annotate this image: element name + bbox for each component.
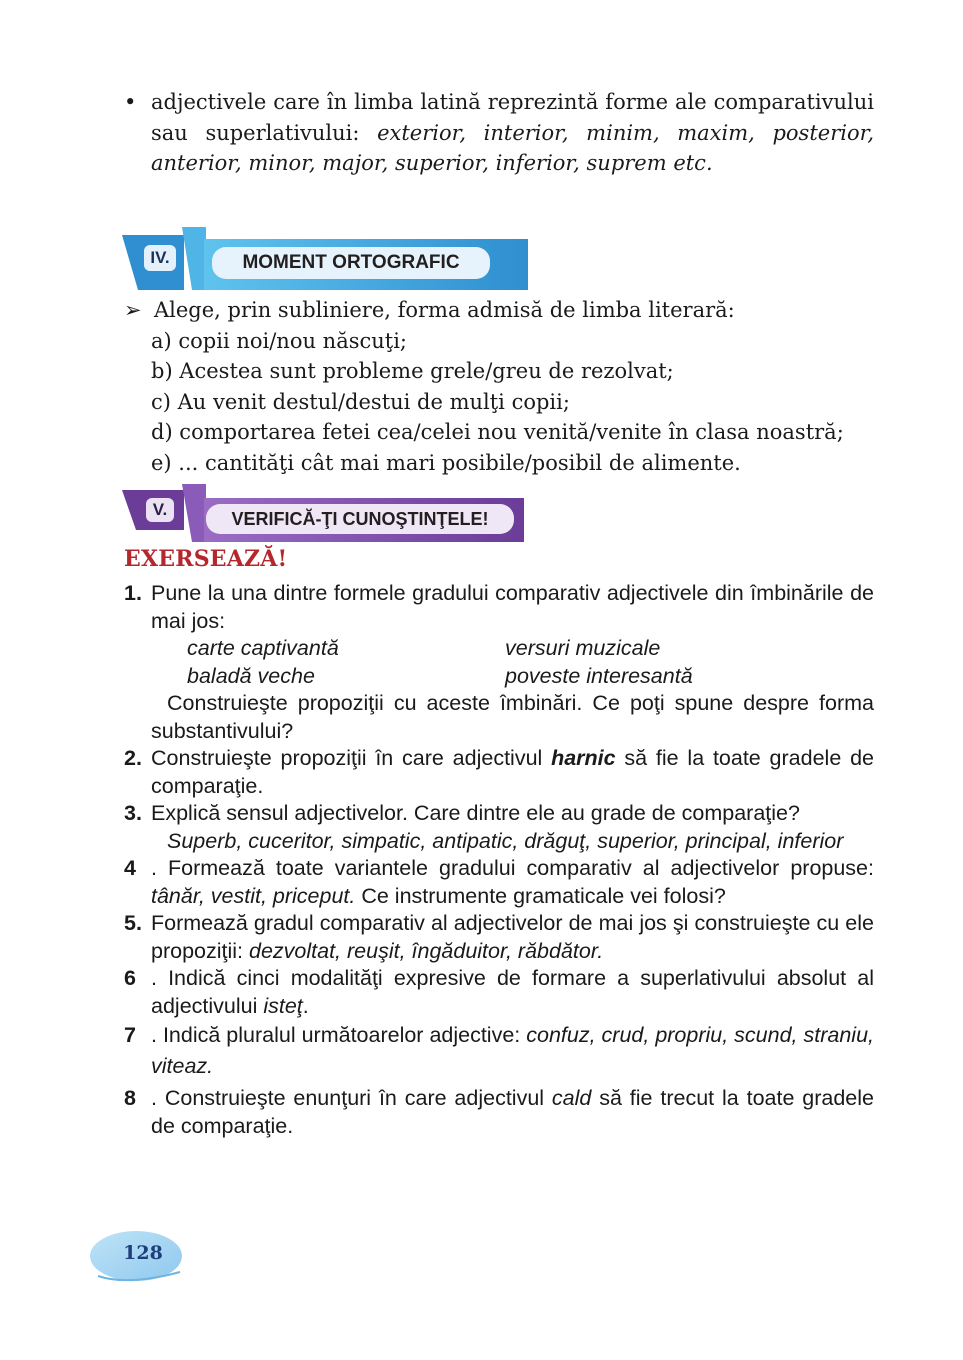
exercise-heading: EXERSEAZĂ! [124,546,288,572]
bullet-paragraph [124,87,874,179]
list-item: d) comportarea fetei cea/celei nou venită/venite în clasa noastră; [151,420,844,444]
ortho-prompt-text: Alege, prin subliniere, forma admisă de limba literară: [154,298,735,322]
page-number: 128 [123,1242,163,1264]
ortho-exercise [124,295,884,478]
phrase: carte captivantă [187,636,339,660]
exercise-words: isteţ [263,993,303,1018]
exercise-text: să fie trecut la toate gradele de comparaţie. [151,1086,874,1138]
exercise-text: . [302,993,309,1018]
exercise-text: . Construieşte enunţuri în care adjectivul [151,1086,552,1110]
section-title: MOMENT ORTOGRAFIC [212,247,490,279]
exercise-5 [124,910,874,965]
exercise-keyword: harnic [551,746,616,770]
section-number: IV. [144,245,176,271]
exercise-text: Explică sensul adjectivelor. Care dintre ele au grade de comparaţie? [151,801,800,825]
exercise-text: Formează gradul comparativ al adjectivelor de mai jos şi construieşte cu ele propoziţii: [151,911,874,963]
phrase: baladă veche [187,663,315,688]
exercise-text: . Indică cinci modalităţi expresive de formare a superlativului absolut al adjectivului [151,966,874,1018]
bullet-dot: • [124,90,137,114]
exercise-words: Superb, cuceritor, simpatic, antipatic, drăguţ, superior, principal, inferior [167,828,844,853]
exercise-number: 1. [124,581,142,605]
exercise-words: tânăr, vestit, priceput. [151,883,356,908]
exercise-1 [124,580,874,745]
exercise-number: 2. [124,746,142,770]
section-number: V. [146,498,174,522]
arrow-bullet-icon: ➢ [124,298,142,322]
exercise-number: 6 [124,966,136,990]
list-item: e) ... cantităţi cât mai mari posibile/posibil de alimente. [151,450,741,475]
exercise-text: . Indică pluralul următoarelor adjective: [151,1023,527,1047]
exercise-6 [124,965,874,1020]
exercise-list [124,580,874,1140]
exercise-4 [124,855,874,910]
section-title: VERIFICĂ-ŢI CUNOŞTINŢELE! [206,504,514,534]
exercise-8 [124,1085,874,1140]
bullet-examples: exterior, interior, minim, maxim, posterior, anterior, minor, major, superior, inferior, suprem etc. [151,120,874,175]
list-item: b) Acestea sunt probleme grele/greu de rezolvat; [151,359,674,383]
exercise-words: dezvoltat, reuşit, îngăduitor, răbdător. [249,938,604,963]
exercise-text: Ce instrumente gramaticale vei folosi? [355,883,726,908]
bullet-lead: adjectivele care în limba latină reprezintă forme ale comparativului sau superlativului: [151,90,874,145]
list-item: a) copii noi/nou născuţi; [151,328,408,353]
exercise-text: Pune la una dintre formele gradului comparativ adjectivele din îmbinările de mai jos: [151,581,874,633]
page-number-badge [88,1228,183,1288]
list-item: c) Au venit destul/destui de mulţi copii; [151,389,570,414]
exercise-3 [124,800,874,855]
phrase: versuri muzicale [505,636,661,660]
exercise-text: să fie la toate gradele de comparaţie. [151,746,874,798]
exercise-number: 8 [124,1086,136,1110]
exercise-words: cald [551,1086,592,1110]
bullet-text [151,87,874,179]
exercise-number: 7 [124,1023,136,1047]
exercise-7 [124,1020,874,1082]
exercise-number: 3. [124,801,142,825]
exercise-2 [124,745,874,800]
exercise-number: 5. [124,911,142,935]
exercise-follow-up: Construieşte propoziţii cu aceste îmbinări. Ce poţi spune despre forma substantivului? [151,691,874,743]
phrase: poveste interesantă [505,663,693,688]
exercise-words: confuz, crud, propriu, scund, straniu, viteaz. [151,1023,875,1078]
section-banner-verifica [122,484,524,542]
exercise-number: 4 [124,856,136,880]
ortho-prompt [124,295,884,326]
exercise-text: . Formează toate variantele gradului comparativ al adjectivelor propuse: [151,856,874,880]
phrase-pairs [151,635,874,690]
section-banner-moment-ortografic [122,227,528,290]
exercise-text: Construieşte propoziţii în care adjectivul [151,746,552,770]
